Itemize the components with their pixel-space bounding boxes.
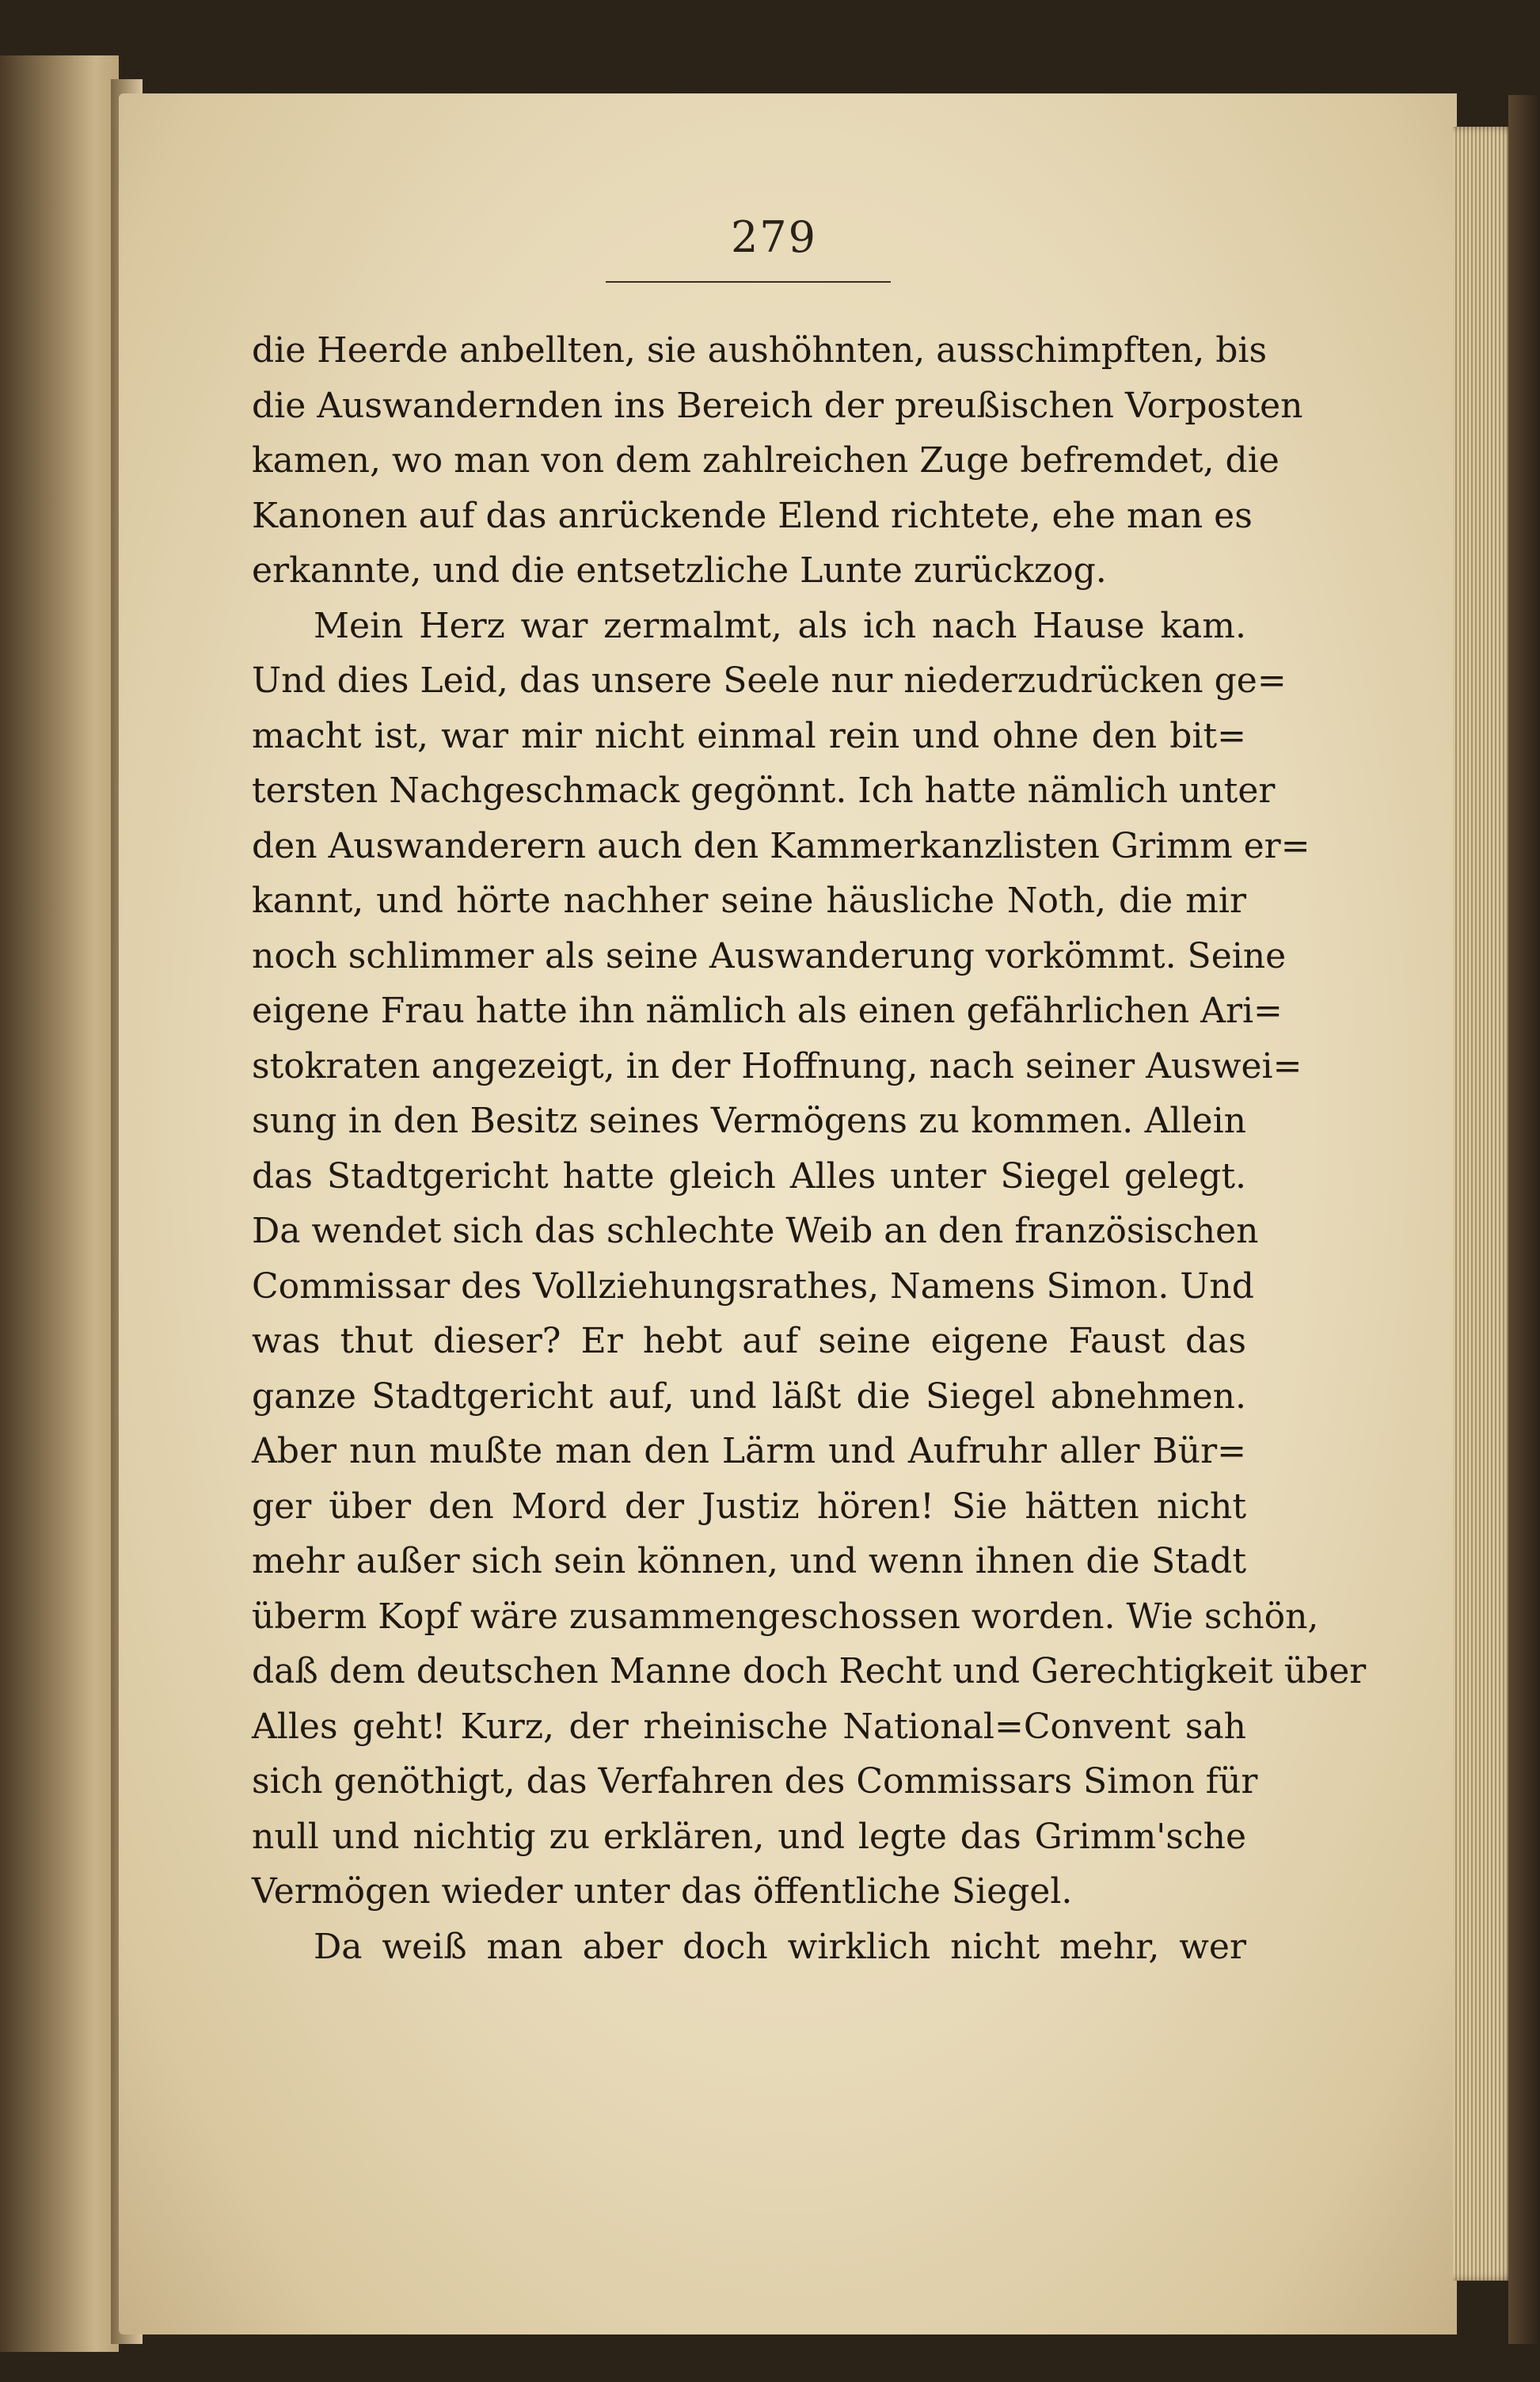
book-cover-edge (1508, 95, 1540, 2344)
text-line: überm Kopf wäre zusammengeschossen worden. Wie schön, (252, 1596, 1319, 1637)
text-line: Und dies Leid, das unsere Seele nur niederzudrücken ge= (252, 660, 1287, 701)
text-line: Da wendet sich das schlechte Weib an den französischen (252, 1211, 1259, 1251)
text-line: den Auswanderern auch den Kammerkanzlisten Grimm er= (252, 825, 1310, 866)
text-line: kannt, und hörte nachher seine häusliche Noth, die mir (252, 881, 1246, 921)
text-line: tersten Nachgeschmack gegönnt. Ich hatte nämlich unter (252, 771, 1276, 811)
text-line: Commissar des Vollziehungsrathes, Namens Simon. Und (252, 1265, 1254, 1307)
text-line: die Auswandernden ins Bereich der preußischen Vorposten (252, 385, 1303, 426)
text-line: ger über den Mord der Justiz hören! Sie hätten nicht (252, 1486, 1246, 1527)
text-line: was thut dieser? Er hebt auf seine eigene Faust das (252, 1321, 1246, 1361)
page-edges (1453, 127, 1516, 2281)
text-line: daß dem deutschen Manne doch Recht und Gerechtigkeit über (252, 1651, 1367, 1691)
text-line: Aber nun mußte man den Lärm und Aufruhr aller Bür= (252, 1431, 1246, 1471)
paragraph-first-line: Mein Herz war zermalmt, als ich nach Hause kam. (314, 605, 1246, 646)
text-line: ganze Stadtgericht auf, und läßt die Siegel abnehmen. (252, 1376, 1246, 1417)
text-line: das Stadtgericht hatte gleich Alles unter Siegel gelegt. (252, 1155, 1246, 1197)
text-line: die Heerde anbellten, sie aushöhnten, ausschimpften, bis (252, 330, 1268, 371)
text-line: Alles geht! Kurz, der rheinische National=Convent sah (252, 1706, 1246, 1747)
page-number: 279 (730, 212, 818, 262)
text-line: null und nichtig zu erklären, und legte das Grimm'sche (252, 1816, 1246, 1857)
text-line: macht ist, war mir nicht einmal rein und ohne den bit= (252, 715, 1246, 756)
text-line: stokraten angezeigt, in der Hoffnung, nach seiner Auswei= (252, 1045, 1302, 1086)
paragraph-first-line: Da weiß man aber doch wirklich nicht mehr, wer (314, 1926, 1246, 1967)
text-line: Kanonen auf das anrückende Elend richtete, ehe man es (252, 495, 1253, 536)
text-line: mehr außer sich sein können, und wenn ihnen die Stadt (252, 1541, 1246, 1581)
text-line: kamen, wo man von dem zahlreichen Zuge befremdet, die (252, 440, 1280, 481)
body-text (252, 323, 1367, 1974)
text-line: sich genöthigt, das Verfahren des Commissars Simon für (252, 1761, 1258, 1802)
text-line: noch schlimmer als seine Auswanderung vorkömmt. Seine (252, 935, 1287, 976)
facing-page-edge (0, 55, 119, 2352)
text-line: sung in den Besitz seines Vermögens zu kommen. Allein (252, 1101, 1246, 1141)
text-line: Vermögen wieder unter das öffentliche Siegel. (252, 1871, 1073, 1912)
header-rule (606, 281, 891, 283)
text-line: eigene Frau hatte ihn nämlich als einen gefährlichen Ari= (252, 991, 1283, 1031)
text-line: erkannte, und die entsetzliche Lunte zurückzog. (252, 550, 1107, 591)
